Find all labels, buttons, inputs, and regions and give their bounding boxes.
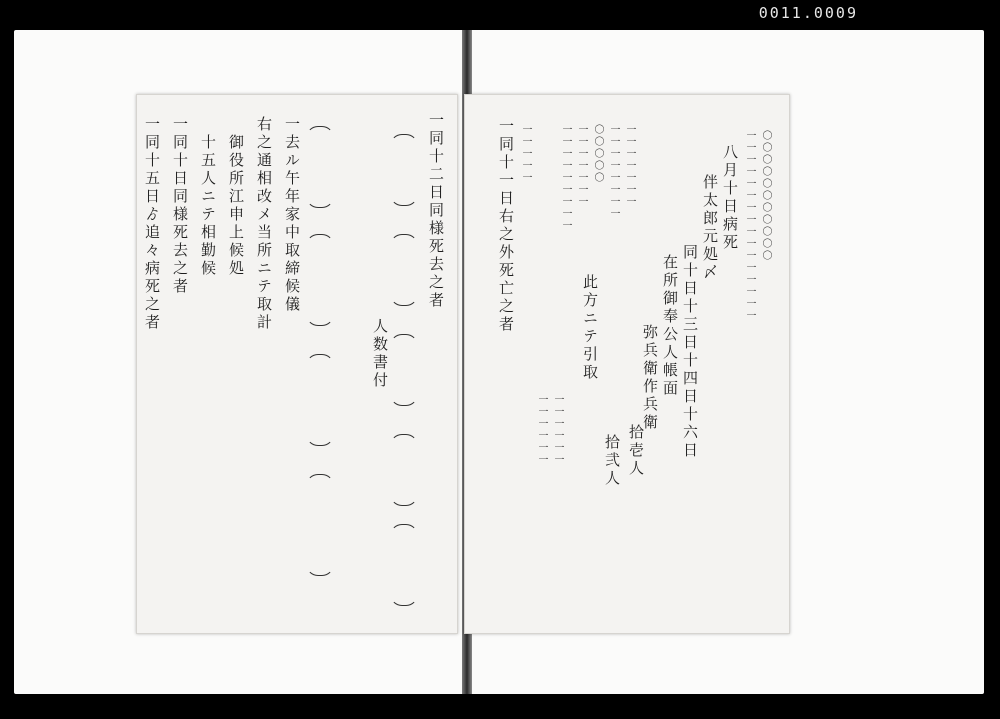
name-bracket bbox=[306, 234, 334, 326]
text-column: 在所御奉公人帳面 bbox=[661, 254, 679, 398]
text-column: 此方ニテ引取 bbox=[581, 274, 599, 382]
frame-number: 0011.0009 bbox=[758, 4, 858, 22]
text-column: 一同十日同様死去之者 bbox=[171, 116, 189, 296]
text-column: 拾弐人 bbox=[603, 434, 621, 488]
text-column: 御役所江申上候処 bbox=[227, 134, 245, 278]
document-page-left bbox=[136, 94, 458, 634]
text-column: 一一一一一一一一 bbox=[608, 124, 619, 220]
name-bracket bbox=[390, 434, 418, 506]
text-column: 一一一一一一一 bbox=[624, 124, 635, 208]
text-column: 〇〇〇〇〇〇〇〇〇〇〇 bbox=[760, 130, 771, 262]
text-column: 一同十一日右之外死亡之者 bbox=[497, 118, 515, 334]
text-column: 一一一一一一一一一一一一一一一一 bbox=[744, 130, 755, 322]
text-column: 一一一一一一 bbox=[552, 394, 563, 466]
text-column: 伴太郎元処〆 bbox=[701, 174, 719, 282]
text-column: 八月十日病死 bbox=[721, 144, 739, 252]
name-bracket bbox=[306, 474, 334, 576]
text-column: 一同十五日ゟ追々病死之者 bbox=[143, 116, 161, 332]
text-column: 一同十二日同様死去之者 bbox=[427, 112, 445, 310]
name-bracket bbox=[390, 234, 418, 306]
document-page-right bbox=[464, 94, 790, 634]
text-column: 人数書付 bbox=[371, 318, 389, 390]
name-bracket bbox=[306, 126, 334, 208]
text-column: 右之通相改メ当所ニテ取計 bbox=[255, 116, 273, 332]
text-column: 一一一一一一 bbox=[536, 394, 547, 466]
text-column: 同十日十三日十四日十六日 bbox=[681, 244, 699, 460]
text-column: 十五人ニテ相勤候 bbox=[199, 134, 217, 278]
text-column: 弥兵衛作兵衛 bbox=[641, 324, 659, 432]
name-bracket bbox=[390, 524, 418, 606]
name-bracket bbox=[390, 134, 418, 206]
text-column: 拾壱人 bbox=[627, 424, 645, 478]
name-bracket bbox=[306, 354, 334, 446]
text-column: 一一一一一一一 bbox=[576, 124, 587, 208]
text-column: 一去ル午年家中取締候儀 bbox=[283, 116, 301, 314]
text-column: 〇〇〇〇〇 bbox=[592, 124, 603, 184]
name-bracket bbox=[390, 334, 418, 406]
text-column: 一一一一一 bbox=[520, 124, 531, 184]
text-column: 一一一一一一一一一 bbox=[560, 124, 571, 232]
